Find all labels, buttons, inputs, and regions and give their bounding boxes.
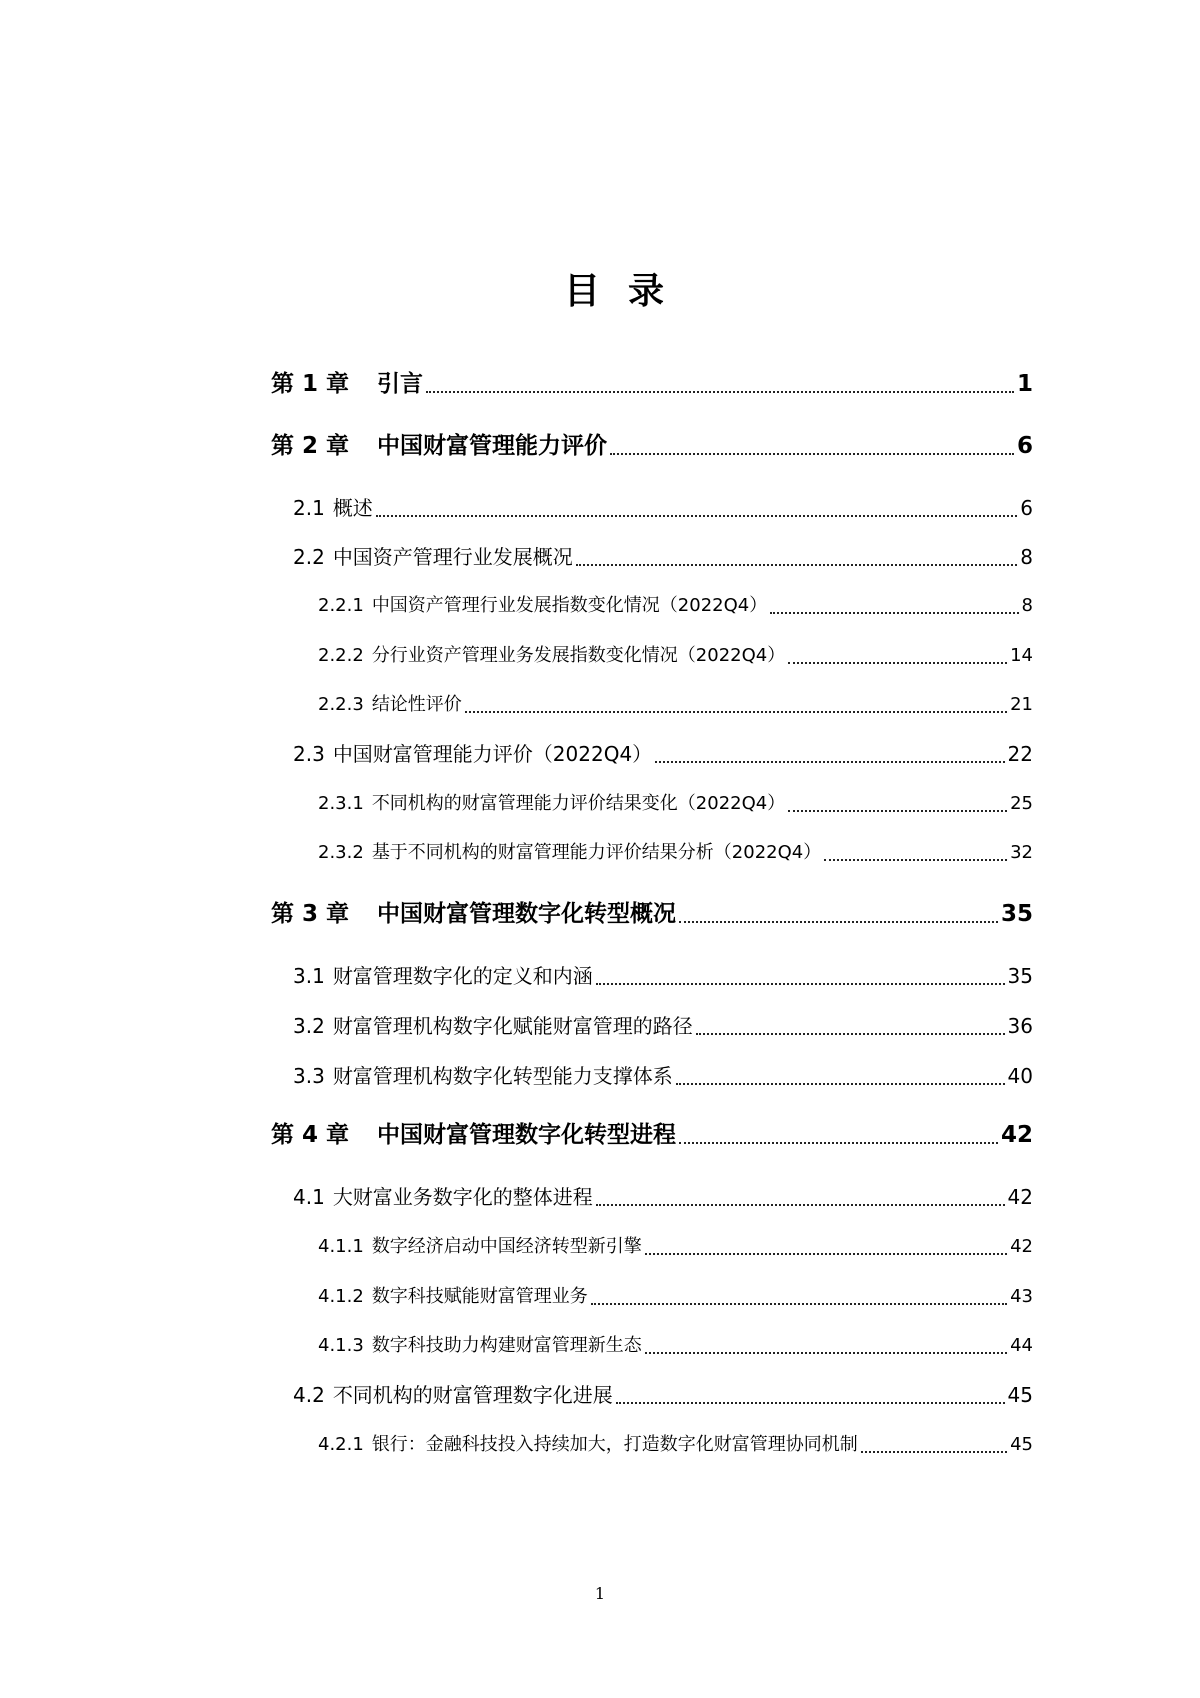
- toc-entry-number: 第 3 章: [271, 901, 350, 927]
- dot-leader: [465, 710, 1007, 713]
- toc-entry-title: 中国财富管理数字化转型进程: [377, 1122, 676, 1148]
- dot-leader: [645, 1351, 1007, 1354]
- toc-entry-page: 6: [1020, 496, 1033, 520]
- toc-entry-page: 42: [1010, 1236, 1033, 1257]
- toc-entry-chapter-4[interactable]: [271, 1120, 1033, 1150]
- toc-entry-2-2-3[interactable]: [318, 692, 1033, 718]
- dot-leader: [655, 760, 1004, 763]
- toc-entry-4-1-2[interactable]: [318, 1284, 1033, 1310]
- toc-entry-page: 40: [1007, 1064, 1033, 1088]
- toc-entry-page: 36: [1007, 1014, 1033, 1038]
- toc-entry-title: 财富管理数字化的定义和内涵: [332, 964, 593, 988]
- toc-entry-title: 中国财富管理能力评价: [377, 433, 607, 459]
- toc-entry-4-1-3[interactable]: [318, 1333, 1033, 1359]
- toc-entry-2-2-2[interactable]: [318, 643, 1033, 669]
- dot-leader: [788, 809, 1007, 812]
- toc-entry-page: 8: [1020, 545, 1033, 569]
- dot-leader: [676, 1082, 1005, 1085]
- toc-entry-2-3[interactable]: [293, 740, 1033, 768]
- toc-entry-number: 2.3: [293, 742, 325, 766]
- toc-entry-page: 32: [1010, 842, 1033, 863]
- toc-entry-title: 不同机构的财富管理能力评价结果变化（2022Q4）: [371, 793, 786, 814]
- toc-entry-number: 2.2: [293, 545, 325, 569]
- toc-entry-page: 6: [1016, 433, 1033, 459]
- toc-entry-4-2-1[interactable]: [318, 1432, 1033, 1458]
- toc-entry-2-3-1[interactable]: [318, 791, 1033, 817]
- toc-entry-chapter-3[interactable]: [271, 899, 1033, 929]
- toc-entry-page: 14: [1010, 645, 1033, 666]
- toc-entry-number: 4.2: [293, 1383, 325, 1407]
- toc-entry-3-2[interactable]: [293, 1012, 1033, 1040]
- toc-entry-4-1-1[interactable]: [318, 1234, 1033, 1260]
- dot-leader: [645, 1252, 1007, 1255]
- toc-entry-title: 中国资产管理行业发展概况: [332, 545, 573, 569]
- toc-entry-number: 2.2.1: [318, 595, 364, 616]
- toc-entry-number: 4.1.1: [318, 1236, 364, 1257]
- dot-leader: [376, 514, 1017, 517]
- toc-entry-number: 3.1: [293, 964, 325, 988]
- dot-leader: [696, 1032, 1005, 1035]
- toc-entry-title: 大财富业务数字化的整体进程: [332, 1185, 593, 1209]
- dot-leader: [824, 858, 1007, 861]
- toc-entry-number: 3.3: [293, 1064, 325, 1088]
- toc-entry-title: 数字科技赋能财富管理业务: [371, 1286, 588, 1307]
- toc-entry-title: 数字经济启动中国经济转型新引擎: [371, 1236, 642, 1257]
- toc-entry-2-2-1[interactable]: [318, 593, 1033, 619]
- dot-leader: [861, 1450, 1007, 1453]
- toc-entry-number: 2.2.3: [318, 694, 364, 715]
- toc-entry-number: 第 1 章: [271, 371, 350, 397]
- toc-entry-title: 银行：金融科技投入持续加大，打造数字化财富管理协同机制: [371, 1434, 858, 1455]
- toc-entry-page: 45: [1007, 1383, 1033, 1407]
- toc-entry-page: 42: [1007, 1185, 1033, 1209]
- toc-entry-4-1[interactable]: [293, 1183, 1033, 1211]
- dot-leader: [596, 982, 1005, 985]
- toc-entry-page: 8: [1021, 595, 1033, 616]
- toc-entry-chapter-1[interactable]: [271, 369, 1033, 399]
- dot-leader: [426, 390, 1014, 393]
- dot-leader: [679, 1141, 998, 1144]
- toc-entry-title: 结论性评价: [371, 694, 462, 715]
- toc-entry-title: 财富管理机构数字化转型能力支撑体系: [332, 1064, 673, 1088]
- toc-entry-page: 22: [1007, 742, 1033, 766]
- toc-entry-4-2[interactable]: [293, 1381, 1033, 1409]
- toc-entry-2-3-2[interactable]: [318, 840, 1033, 866]
- dot-leader: [576, 563, 1017, 566]
- toc-entry-number: 4.2.1: [318, 1434, 364, 1455]
- toc-entry-title: 数字科技助力构建财富管理新生态: [371, 1335, 642, 1356]
- dot-leader: [591, 1302, 1007, 1305]
- toc-entry-number: 4.1.2: [318, 1286, 364, 1307]
- toc-entry-title: 中国财富管理数字化转型概况: [377, 901, 676, 927]
- toc-entry-number: 4.1: [293, 1185, 325, 1209]
- toc-entry-number: 2.3.1: [318, 793, 364, 814]
- toc-entry-2-2[interactable]: [293, 543, 1033, 571]
- toc-entry-page: 43: [1010, 1286, 1033, 1307]
- dot-leader: [610, 452, 1014, 455]
- toc-entry-title: 分行业资产管理业务发展指数变化情况（2022Q4）: [371, 645, 786, 666]
- toc-entry-number: 2.1: [293, 496, 325, 520]
- dot-leader: [616, 1401, 1005, 1404]
- toc-entry-number: 2.3.2: [318, 842, 364, 863]
- toc-entry-page: 1: [1016, 371, 1033, 397]
- toc-entry-page: 42: [1000, 1122, 1033, 1148]
- toc-entry-page: 35: [1000, 901, 1033, 927]
- toc-entry-number: 第 4 章: [271, 1122, 350, 1148]
- toc-entry-3-3[interactable]: [293, 1062, 1033, 1090]
- toc-entry-title: 财富管理机构数字化赋能财富管理的路径: [332, 1014, 693, 1038]
- toc-title: 目录: [563, 271, 692, 312]
- toc-entry-page: 35: [1007, 964, 1033, 988]
- dot-leader: [788, 661, 1007, 664]
- toc-entry-page: 25: [1010, 793, 1033, 814]
- toc-entry-title: 基于不同机构的财富管理能力评价结果分析（2022Q4）: [371, 842, 822, 863]
- toc-entry-number: 4.1.3: [318, 1335, 364, 1356]
- toc-entry-title: 引言: [377, 371, 423, 397]
- page-number: 1: [594, 1584, 606, 1603]
- toc-entry-3-1[interactable]: [293, 962, 1033, 990]
- toc-entry-number: 第 2 章: [271, 433, 350, 459]
- toc-entry-page: 44: [1010, 1335, 1033, 1356]
- toc-entry-page: 21: [1010, 694, 1033, 715]
- dot-leader: [679, 920, 998, 923]
- toc-entry-chapter-2[interactable]: [271, 431, 1033, 461]
- toc-entry-page: 45: [1010, 1434, 1033, 1455]
- toc-entry-title: 中国财富管理能力评价（2022Q4）: [332, 742, 653, 766]
- toc-entry-title: 概述: [332, 496, 373, 520]
- dot-leader: [770, 611, 1018, 614]
- toc-entry-number: 3.2: [293, 1014, 325, 1038]
- toc-entry-title: 中国资产管理行业发展指数变化情况（2022Q4）: [371, 595, 768, 616]
- toc-entry-2-1[interactable]: [293, 494, 1033, 522]
- toc-entry-title: 不同机构的财富管理数字化进展: [332, 1383, 613, 1407]
- dot-leader: [596, 1203, 1005, 1206]
- toc-entry-number: 2.2.2: [318, 645, 364, 666]
